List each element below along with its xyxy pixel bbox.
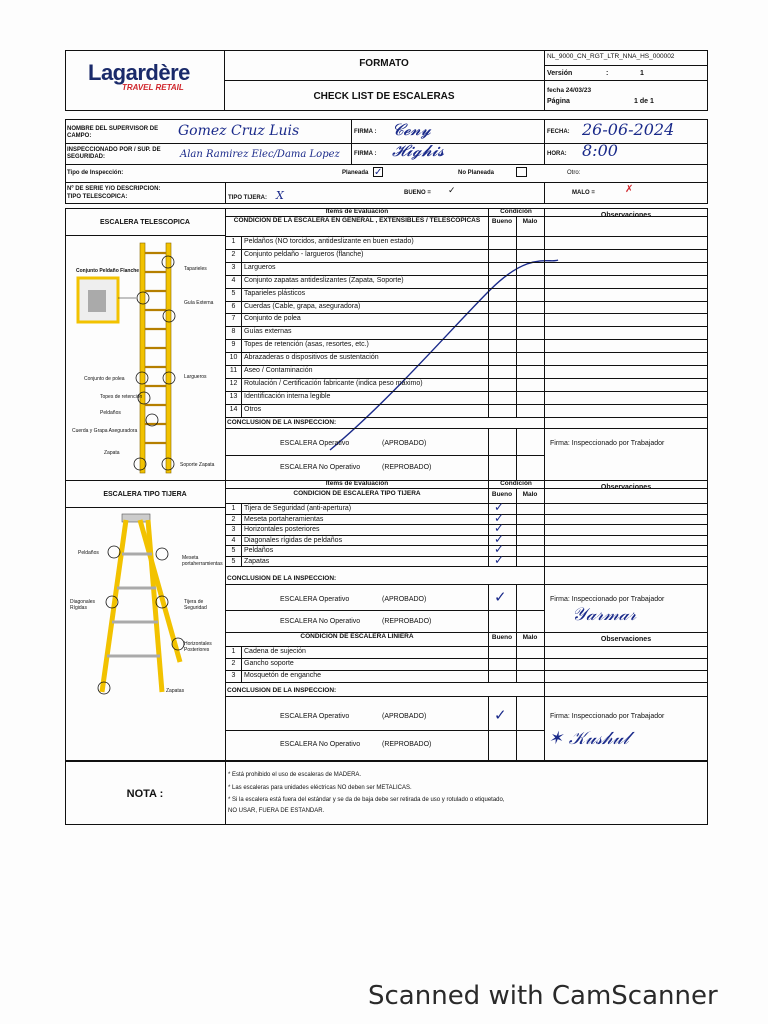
- tijera-column-title: CONDICION DE ESCALERA TIPO TIJERA: [293, 490, 421, 497]
- malo-legend-label: MALO =: [572, 190, 595, 196]
- form-type: FORMATO: [359, 58, 409, 69]
- liniera-malo-cell[interactable]: [516, 658, 544, 670]
- tijera-observaciones-header: Observaciones: [600, 484, 652, 491]
- tijera-malo-cell[interactable]: [516, 545, 544, 556]
- item-number: 1: [231, 648, 236, 655]
- item-number: 3: [231, 526, 236, 533]
- malo-legend-mark: ✗: [625, 184, 634, 195]
- telescopica-operativo-label: ESCALERA Operativo: [280, 440, 350, 447]
- item-text: Aseo / Contaminación: [244, 367, 313, 374]
- item-number: 1: [231, 238, 236, 245]
- item-number: 3: [231, 263, 236, 271]
- check-mark: ✓: [494, 521, 505, 535]
- item-text: Conjunto de polea: [244, 315, 301, 323]
- tele-label-largueros: Largueros: [184, 374, 207, 380]
- tele-label-topes: Topes de retención: [100, 394, 143, 400]
- item-number: 2: [231, 515, 236, 523]
- tijera-side-title: ESCALERA TIPO TIJERA: [103, 491, 187, 498]
- tijera-condicion-header: Condición: [500, 480, 532, 487]
- item-text: Abrazaderas o dispositivos de sustentación: [244, 354, 379, 362]
- item-text: Largueros: [244, 263, 276, 271]
- liniera-malo-cell[interactable]: [516, 646, 544, 658]
- fecha-label: FECHA:: [547, 129, 570, 135]
- item-text: Meseta portaheramientas: [244, 515, 324, 523]
- nota-line-3: * Si la escalera está fuera del estándar y se da de baja debe ser retirada de uso y rotulado o etiquetado,: [228, 797, 505, 803]
- no-planeada-label: No Planeada: [458, 170, 495, 176]
- telescopica-malo-cell[interactable]: [516, 288, 544, 301]
- date-label: fecha 24/03/23: [547, 87, 592, 94]
- liniera-malo-cell[interactable]: [516, 670, 544, 682]
- telescopica-bueno-cell[interactable]: [488, 352, 516, 365]
- tijera-label-meseta: Meseta portaherramientas: [182, 555, 223, 567]
- item-number: 13: [229, 392, 238, 400]
- supervisor-label: NOMBRE DEL SUPERVISOR DE CAMPO:: [67, 126, 159, 139]
- item-text: Diagonales rígidas de peldaños: [244, 536, 343, 544]
- item-number: 9: [231, 341, 236, 349]
- tele-label-peldanos: Peldaños: [100, 410, 121, 416]
- telescopica-malo-cell[interactable]: [516, 365, 544, 378]
- item-number: 4: [231, 276, 236, 284]
- telescopica-malo-cell[interactable]: [516, 262, 544, 275]
- item-number: 5: [231, 557, 236, 565]
- liniera-aprobado-label: (APROBADO): [382, 713, 427, 720]
- liniera-observaciones-header: Observaciones: [600, 636, 652, 643]
- telescopica-observaciones-header: Observaciones: [600, 212, 652, 219]
- tijera-malo-cell[interactable]: [516, 514, 544, 525]
- logo-subtitle: TRAVEL RETAIL: [122, 83, 184, 92]
- liniera-bueno-header: Bueno: [491, 634, 513, 641]
- tipo-inspeccion-label: Tipo de Inspección:: [67, 170, 124, 176]
- firma1-signature[interactable]: 𝓒𝓮𝓷𝔂: [392, 120, 431, 139]
- tijera-label-diagonales: Diagonales Rígidas: [70, 599, 96, 611]
- firma1-label: FIRMA :: [354, 129, 377, 135]
- no-planeada-checkbox[interactable]: [516, 167, 527, 177]
- firma2-label: FIRMA :: [354, 151, 377, 157]
- liniera-bueno-cell[interactable]: [488, 670, 516, 682]
- item-text: Cuerdas (Cable, grapa, aseguradora): [244, 302, 361, 310]
- item-number: 2: [231, 660, 236, 667]
- telescopica-bueno-cell[interactable]: [488, 262, 516, 275]
- planeada-checkbox[interactable]: ✓: [374, 167, 383, 178]
- tijera-aprobado-label: (APROBADO): [382, 596, 427, 603]
- telescopica-items-header: Items de Evaluación: [325, 208, 389, 215]
- telescopica-reprobado-label: (REPROBADO): [382, 464, 432, 471]
- check-mark: ✓: [494, 531, 505, 546]
- telescopica-bueno-cell[interactable]: [488, 391, 516, 404]
- item-number: 14: [229, 405, 238, 413]
- item-number: 8: [231, 328, 236, 336]
- item-number: 11: [229, 367, 238, 374]
- telescopica-malo-cell[interactable]: [516, 404, 544, 417]
- liniera-no-operativo-label: ESCALERA No Operativo: [280, 741, 361, 748]
- telescopica-bueno-cell[interactable]: [488, 339, 516, 352]
- item-text: Conjunto peldaño - largueros (flanche): [244, 250, 364, 258]
- telescopica-bueno-cell[interactable]: [488, 404, 516, 417]
- check-mark: ✓: [494, 588, 507, 606]
- liniera-conclusion-label: CONCLUSION DE LA INSPECCION:: [227, 687, 337, 694]
- item-number: 4: [231, 536, 236, 544]
- logo-wordmark: Lagardère: [88, 60, 190, 85]
- nota-label: NOTA :: [126, 788, 164, 800]
- tijera-no-operativo-label: ESCALERA No Operativo: [280, 618, 361, 625]
- item-text: Peldaños: [244, 547, 274, 554]
- version-separator: :: [606, 70, 609, 77]
- telescopica-bueno-cell[interactable]: [488, 365, 516, 378]
- telescopica-bueno-cell[interactable]: [488, 236, 516, 249]
- item-text: Mosquetón de enganche: [244, 672, 322, 679]
- tele-label-soporte: Soporte Zapata: [180, 462, 215, 468]
- item-number: 6: [231, 302, 236, 310]
- hora-label: HORA:: [547, 151, 567, 157]
- tele-label-guia: Guía Externa: [184, 300, 214, 306]
- item-text: Gancho soporte: [244, 660, 294, 667]
- telescopica-malo-cell[interactable]: [516, 391, 544, 404]
- tijera-worker-signature[interactable]: 𝒴𝒶𝓇𝓂𝒶𝓇: [572, 604, 637, 625]
- hora-value[interactable]: 8:00: [582, 141, 618, 160]
- telescopica-malo-cell[interactable]: [516, 249, 544, 262]
- item-number: 5: [231, 289, 236, 297]
- telescopica-aprobado-label: (APROBADO): [382, 440, 427, 447]
- tijera-label-peldanos: Peldaños: [78, 550, 99, 556]
- item-number: 7: [231, 315, 236, 323]
- otro-label: Otro:: [567, 170, 581, 176]
- item-text: Conjunto zapatas antideslizantes (Zapata, Soporte): [244, 276, 404, 284]
- check-mark: ✓: [494, 500, 505, 514]
- tele-label-taparieles: Taparieles: [184, 266, 207, 272]
- liniera-worker-signature[interactable]: ✶ 𝒦𝓊𝓈𝒽𝓊𝓁: [548, 728, 629, 749]
- page-value: 1 de 1: [634, 98, 654, 105]
- tijera-label-tijera: Tijera de Seguridad: [184, 599, 207, 611]
- tijera-malo-cell[interactable]: [516, 503, 544, 514]
- telescopica-malo-cell[interactable]: [516, 339, 544, 352]
- supervisor-value[interactable]: Gomez Cruz Luis: [178, 123, 300, 139]
- tele-label-cuerda: Cuerda y Grapa Aseguradora: [72, 428, 138, 434]
- telescopica-bueno-cell[interactable]: [488, 301, 516, 314]
- tijera-label-zapatas: Zapatas: [166, 688, 185, 694]
- item-text: Topes de retención (asas, resortes, etc.): [244, 341, 369, 349]
- fecha-value[interactable]: 26-06-2024: [582, 120, 675, 139]
- inspeccionado-value[interactable]: Alan Ramirez Elec/Dama Lopez: [180, 149, 340, 160]
- telescopica-column-title: CONDICION DE LA ESCALERA EN GENERAL , EXTENSIBLES / TELESCOPICAS: [233, 217, 481, 224]
- nota-line-1: * Está prohibido el uso de escaleras de MADERA.: [228, 772, 362, 778]
- liniera-column-title: CONDICION DE ESCALERA LINIERA: [300, 633, 414, 640]
- item-text: Cadena de sujeción: [244, 648, 306, 655]
- item-number: 1: [231, 505, 236, 512]
- tijera-malo-header: Malo: [522, 491, 538, 498]
- telescopica-malo-cell[interactable]: [516, 236, 544, 249]
- item-text: Otros: [244, 405, 262, 413]
- tijera-conclusion-label: CONCLUSION DE LA INSPECCION:: [227, 575, 337, 582]
- tijera-ladder-figure: [70, 512, 222, 698]
- tijera-reprobado-label: (REPROBADO): [382, 618, 432, 625]
- tijera-firma-trabajador: Firma: Inspeccionado por Trabajador: [550, 596, 665, 603]
- telescopica-no-operativo-label: ESCALERA No Operativo: [280, 464, 361, 471]
- liniera-firma-trabajador: Firma: Inspeccionado por Trabajador: [550, 713, 665, 720]
- item-text: Tijera de Seguridad (anti-apertura): [244, 505, 352, 512]
- tele-label-peldano: Conjunto Peldaño Flanche: [76, 268, 140, 274]
- telescopica-conclusion-label: CONCLUSION DE LA INSPECCION:: [227, 419, 337, 426]
- item-number: 10: [229, 354, 238, 362]
- telescopica-malo-cell[interactable]: [516, 301, 544, 314]
- check-mark: ✓: [494, 552, 505, 567]
- item-text: Peldaños (NO torcidos, antideslizante en buen estado): [244, 238, 414, 245]
- check-mark: ✓: [494, 510, 505, 525]
- liniera-reprobado-label: (REPROBADO): [382, 741, 432, 748]
- nota-line-4: NO USAR, FUERA DE ESTANDAR.: [228, 808, 325, 814]
- item-text: Horizontales posteriores: [244, 526, 320, 533]
- telescopic-ladder-figure: [70, 238, 222, 478]
- tijera-malo-cell[interactable]: [516, 535, 544, 546]
- telescopica-bueno-cell[interactable]: [488, 313, 516, 326]
- liniera-bueno-cell[interactable]: [488, 658, 516, 670]
- item-text: Rotulación / Certificación fabricante (indica peso máximo): [244, 379, 423, 387]
- telescopica-malo-cell[interactable]: [516, 313, 544, 326]
- item-number: 3: [231, 672, 236, 679]
- telescopica-bueno-cell[interactable]: [488, 249, 516, 262]
- version-label: Versión: [547, 70, 573, 77]
- tele-label-zapata: Zapata: [104, 450, 120, 456]
- company-logo: [84, 62, 204, 102]
- telescopica-bueno-cell[interactable]: [488, 378, 516, 391]
- liniera-operativo-label: ESCALERA Operativo: [280, 713, 350, 720]
- version-value: 1: [640, 70, 644, 77]
- item-text: Guías externas: [244, 328, 292, 336]
- telescopica-malo-cell[interactable]: [516, 326, 544, 339]
- tijera-label-horizontales: Horizontales Posteriores: [184, 641, 212, 653]
- item-number: 2: [231, 250, 236, 258]
- form-code: NL_9000_CN_RGT_LTR_NNA_HS_000002: [547, 53, 675, 60]
- check-mark: ✓: [494, 706, 507, 724]
- telescopica-bueno-cell[interactable]: [488, 288, 516, 301]
- item-text: Identificación interna legible: [244, 392, 331, 400]
- bueno-legend-label: BUENO =: [404, 190, 431, 196]
- telescopica-side-title: ESCALERA TELESCOPICA: [100, 219, 190, 226]
- bueno-legend-mark: ✓: [448, 185, 456, 195]
- telescopica-condicion-header: Condición: [500, 208, 532, 215]
- telescopic-ladder-icon: [70, 238, 222, 478]
- tijera-malo-cell[interactable]: [516, 524, 544, 535]
- telescopica-malo-cell[interactable]: [516, 352, 544, 365]
- telescopica-label: TIPO TELESCOPICA:: [67, 194, 128, 200]
- telescopica-malo-cell[interactable]: [516, 378, 544, 391]
- telescopica-firma-trabajador: Firma: Inspeccionado por Trabajador: [550, 440, 665, 447]
- nota-line-2: * Las escaleras para unidades eléctricas NO deben ser METALICAS.: [228, 785, 412, 791]
- tijera-operativo-label: ESCALERA Operativo: [280, 596, 350, 603]
- tele-label-polea: Conjunto de polea: [84, 376, 125, 382]
- planeada-label: Planeada: [342, 170, 369, 176]
- item-text: Taparieles plásticos: [244, 289, 306, 297]
- item-text: Zapatas: [244, 557, 270, 565]
- tijera-label: TIPO TIJERA:: [228, 195, 268, 201]
- tijera-malo-cell[interactable]: [516, 556, 544, 567]
- camscanner-watermark: Scanned with CamScanner: [368, 981, 718, 1011]
- telescopica-bueno-cell[interactable]: [488, 326, 516, 339]
- check-mark: ✓: [494, 542, 505, 556]
- telescopica-bueno-cell[interactable]: [488, 275, 516, 288]
- tijera-bueno-header: Bueno: [491, 491, 513, 498]
- item-number: 12: [229, 379, 238, 387]
- item-number: 5: [231, 547, 236, 554]
- telescopica-malo-cell[interactable]: [516, 275, 544, 288]
- page-label: Página: [547, 98, 570, 105]
- liniera-bueno-cell[interactable]: [488, 646, 516, 658]
- form-title: CHECK LIST DE ESCALERAS: [313, 91, 455, 102]
- telescopica-malo-header: Malo: [522, 218, 538, 225]
- liniera-malo-header: Malo: [522, 634, 538, 641]
- serie-label: Nº DE SERIE Y/O DESCRIPCION:: [67, 186, 161, 192]
- tijera-mark[interactable]: X: [276, 189, 284, 202]
- firma2-signature[interactable]: 𝓗𝓲𝓰𝓱𝓲𝓼: [392, 141, 445, 160]
- telescopica-bueno-header: Bueno: [491, 218, 513, 225]
- inspeccionado-label: INSPECCIONADO POR / SUP. DE SEGURIDAD:: [67, 147, 161, 160]
- tijera-items-header: Items de Evaluación: [325, 480, 389, 487]
